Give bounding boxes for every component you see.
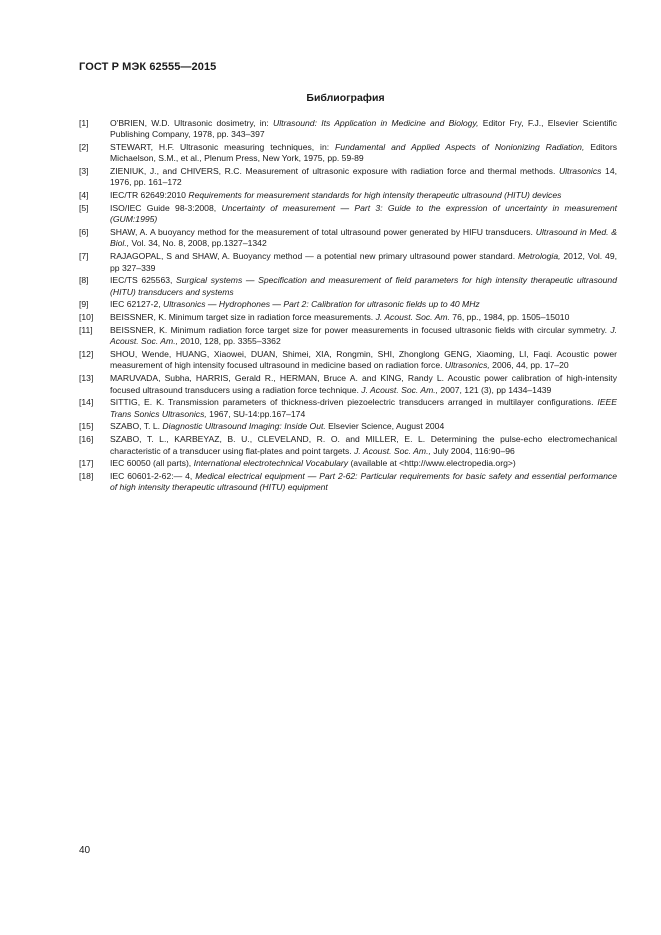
reference-text-part: 2006, 44, pp. 17–20 xyxy=(489,360,569,371)
reference-title-italic: J. Acoust. Soc. Am. xyxy=(375,312,450,323)
reference-text xyxy=(110,166,617,189)
reference-item xyxy=(79,251,617,274)
reference-item xyxy=(79,203,617,226)
reference-text xyxy=(110,325,617,348)
reference-number: [11] xyxy=(79,325,93,336)
reference-item xyxy=(79,142,617,165)
reference-title-italic: IEEE Trans Sonics Ultrasonics, xyxy=(110,397,617,419)
reference-text-part: IEC 60050 (all parts), xyxy=(110,458,194,469)
reference-number: [15] xyxy=(79,421,94,432)
reference-text-part: O'BRIEN, W.D. Ultrasonic dosimetry, in: xyxy=(110,118,274,128)
reference-number: [1] xyxy=(79,118,89,128)
reference-title-italic: Surgical systems — Specification and measurement of field parameters for high intensity therapeutic ultrasound (HITU) transducers and systems xyxy=(110,275,617,297)
reference-number: [3] xyxy=(79,166,89,177)
reference-text xyxy=(110,142,617,165)
reference-text xyxy=(110,373,617,396)
reference-text-part: 2010, 128, pp. 3355–3362 xyxy=(177,336,281,347)
reference-item xyxy=(79,325,617,348)
reference-title-italic: Ultrasound: Its Application in Medicine and Biology, xyxy=(273,118,479,128)
reference-text xyxy=(110,471,617,494)
reference-title-italic: Diagnostic Ultrasound Imaging: Inside Out. xyxy=(162,421,326,432)
reference-item xyxy=(79,421,617,432)
reference-title-italic: J. Acoust. Soc. Am., xyxy=(354,445,431,456)
reference-text-part: BEISSNER, K. Minimum target size in radiation force measurements. xyxy=(110,312,376,323)
reference-item xyxy=(79,227,617,250)
reference-text xyxy=(110,349,617,372)
reference-text-part: Vol. 34, No. 8, 2008, pp.1327–1342 xyxy=(129,238,267,249)
reference-text-part: BEISSNER, K. Minimum radiation force target size for power measurements in focused ultrasonic fields with circular symmetry. xyxy=(110,325,611,336)
document-code: ГОСТ Р МЭК 62555—2015 xyxy=(79,61,217,73)
reference-text-part: Editors Michaelson, S.M., et al., Plenum Press, New York, 1975, pp. 59-89 xyxy=(110,142,617,164)
reference-text-part: (available at <http://www.electropedia.org>) xyxy=(348,458,516,469)
reference-text-part: 1967, SU-14:pp.167–174 xyxy=(206,408,306,419)
reference-title-italic: Ultrasound in Med. & Biol., xyxy=(110,227,617,249)
reference-text-part: Elsevier Science, August 2004 xyxy=(325,421,445,432)
reference-title-italic: J. Acoust. Soc. Am., xyxy=(361,384,439,395)
reference-text-part: SZABO, T. L., KARBEYAZ, B. U., CLEVELAND, R. O. and MILLER, E. L. Determining the pulse-echo electromechanical characteristic of a transducer using flat-plates and point targets. xyxy=(110,434,617,456)
reference-item xyxy=(79,118,617,141)
reference-text xyxy=(110,251,617,274)
reference-text-part: SZABO, T. L. xyxy=(110,421,163,432)
reference-text-part: 2012, Vol. 49, pp 327–339 xyxy=(110,251,617,273)
reference-item xyxy=(79,299,617,310)
reference-text-part: SHAW, A. A buoyancy method for the measurement of total ultrasound power generated by HIFU transducers. xyxy=(110,227,536,238)
reference-number: [12] xyxy=(79,349,94,360)
reference-item xyxy=(79,312,617,323)
reference-text-part: SHOU, Wende, HUANG, Xiaowei, DUAN, Shimei, XIA, Rongmin, SHI, Zhonglong GENG, Xiaoming, LI, Faqi. Acoustic power measurement of high intensity focused ultrasound in medicine based on radiation force. xyxy=(110,349,617,371)
reference-number: [16] xyxy=(79,434,94,445)
reference-title-italic: Requirements for measurement standards for high intensity therapeutic ultrasound (HITU) devices xyxy=(188,190,562,201)
reference-text xyxy=(110,203,617,226)
bibliography-heading: Библиография xyxy=(306,92,385,104)
reference-number: [8] xyxy=(79,275,89,286)
reference-item xyxy=(79,397,617,420)
reference-text xyxy=(110,458,617,469)
reference-number: [9] xyxy=(79,299,89,310)
reference-number: [13] xyxy=(79,373,94,384)
reference-number: [10] xyxy=(79,312,94,323)
reference-title-italic: Ultrasonics, xyxy=(444,360,490,371)
reference-text xyxy=(110,299,617,310)
reference-number: [14] xyxy=(79,397,94,408)
reference-text-part: IEC/TR 62649:2010 xyxy=(110,190,189,201)
reference-item xyxy=(79,434,617,457)
reference-text xyxy=(110,227,617,250)
reference-text xyxy=(110,275,617,298)
reference-text-part: IEC/TS 625563, xyxy=(110,275,177,286)
reference-title-italic: Fundamental and Applied Aspects of Nonionizing Radiation, xyxy=(335,142,585,153)
reference-title-italic: Medical electrical equipment — Part 2-62: Particular requirements for basic safety and essential performance of high intensity therapeutic ultrasound (HITU) equipment xyxy=(110,471,617,493)
reference-text-part: ISO/IEC Guide 98-3:2008, xyxy=(110,203,222,214)
reference-item xyxy=(79,275,617,298)
reference-text xyxy=(110,421,617,432)
reference-text-part: IEC 62127-2, xyxy=(110,299,164,310)
reference-item xyxy=(79,190,617,201)
reference-text-part: RAJAGOPAL, S and SHAW, A. Buoyancy method — a potential new primary ultrasound power standard. xyxy=(110,251,518,262)
reference-number: [5] xyxy=(79,203,89,214)
reference-text-part: 76, pp., 1984, pp. 1505–15010 xyxy=(449,312,570,323)
reference-text xyxy=(110,434,617,457)
reference-title-italic: Metrologia, xyxy=(517,251,561,262)
reference-number: [2] xyxy=(79,142,89,153)
reference-text-part: SITTIG, E. K. Transmission parameters of thickness-driven piezoelectric transducers arranged in multilayer configurations. xyxy=(110,397,598,408)
reference-text-part: IEC 60601-2-62:— 4, xyxy=(110,471,196,482)
reference-item xyxy=(79,373,617,396)
reference-title-italic: Ultrasonics xyxy=(558,166,602,177)
reference-number: [4] xyxy=(79,190,89,201)
reference-item xyxy=(79,458,617,469)
reference-item xyxy=(79,471,617,494)
reference-text-part: ZIENIUK, J., and CHIVERS, R.C. Measurement of ultrasonic exposure with radiation force and thermal methods. xyxy=(110,166,559,177)
reference-text-part: Editor Fry, F.J., Elsevier Scientific Publishing Company, 1978, pp. 343–397 xyxy=(110,118,617,140)
reference-item xyxy=(79,166,617,189)
reference-text-part: 14, 1976, pp. 161–172 xyxy=(110,166,617,188)
reference-text-part: July 2004, 116:90–96 xyxy=(430,445,515,456)
reference-text xyxy=(110,312,617,323)
reference-number: [18] xyxy=(79,471,94,482)
reference-item xyxy=(79,349,617,372)
reference-number: [7] xyxy=(79,251,89,262)
reference-title-italic: Uncertainty of measurement — Part 3: Guide to the expression of uncertainty in measurement (GUM:1995) xyxy=(110,203,617,225)
reference-text-part: STEWART, H.F. Ultrasonic measuring techniques, in: xyxy=(110,142,336,153)
reference-text xyxy=(110,190,617,201)
reference-title-italic: Ultrasonics — Hydrophones — Part 2: Calibration for ultrasonic fields up to 40 MHz xyxy=(163,299,480,310)
reference-title-italic: International electrotechnical Vocabulary xyxy=(193,458,349,469)
reference-list xyxy=(79,118,617,495)
reference-text-part: 2007, 121 (3), pp 1434–1439 xyxy=(438,384,552,395)
reference-title-italic: J. Acoust. Soc. Am., xyxy=(110,325,617,347)
page-number: 40 xyxy=(79,845,91,856)
reference-number: [6] xyxy=(79,227,89,238)
reference-text xyxy=(110,118,617,141)
reference-text xyxy=(110,397,617,420)
reference-number: [17] xyxy=(79,458,94,469)
reference-text-part: MARUVADA, Subha, HARRIS, Gerald R., HERMAN, Bruce A. and KING, Randy L. Acoustic power calibration of high-intensity focused ultrasound transducers using a radiation force technique. xyxy=(110,373,617,395)
